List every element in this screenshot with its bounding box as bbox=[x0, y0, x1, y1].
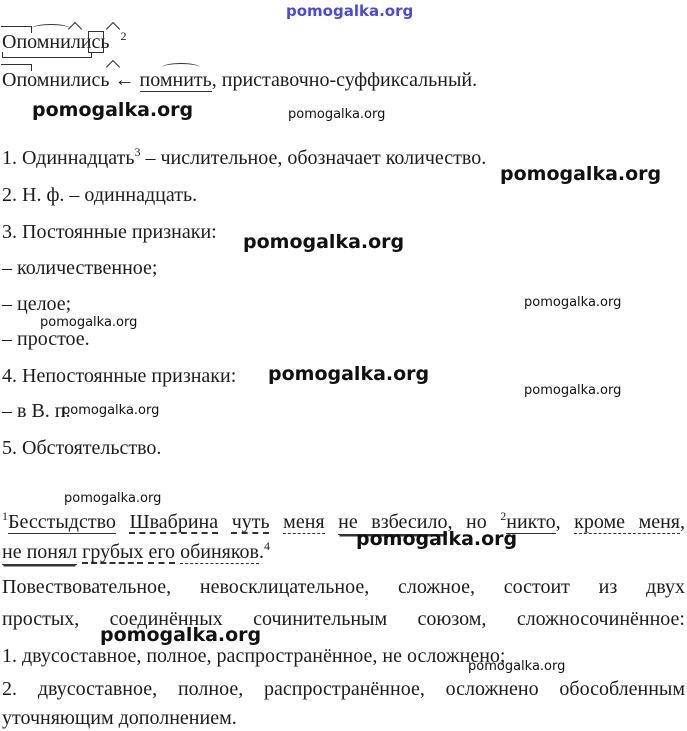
ending-box bbox=[88, 31, 104, 53]
watermark-11: pomogalka.org bbox=[356, 528, 518, 550]
numeral-item-4: 4. Непостоянные признаки: bbox=[2, 365, 237, 387]
sentence-end: . bbox=[259, 541, 264, 563]
numeral-item-3a: – количественное; bbox=[2, 257, 158, 279]
attribute-3: его bbox=[148, 541, 176, 563]
numeral-item-3c: – простое. bbox=[2, 328, 90, 350]
suffix-mark bbox=[68, 20, 82, 30]
attribute-2: грубых bbox=[82, 541, 144, 563]
comma-1: , bbox=[555, 511, 561, 533]
morphemic-note: 2 bbox=[120, 29, 127, 43]
numeral-item-4a: – в В. п. bbox=[2, 400, 71, 422]
derivation-arrow: ← bbox=[114, 69, 135, 91]
watermark-3: pomogalka.org bbox=[500, 163, 662, 185]
watermark-4: pomogalka.org bbox=[243, 231, 405, 253]
watermark-6: pomogalka.org bbox=[40, 315, 138, 330]
watermark-1: pomogalka.org bbox=[32, 99, 194, 121]
watermark-top: pomogalka.org bbox=[286, 2, 414, 20]
numeral-item-1 bbox=[2, 146, 486, 170]
sentence-line-2 bbox=[2, 540, 270, 564]
watermark-12: pomogalka.org bbox=[100, 624, 262, 646]
watermark-2: pomogalka.org bbox=[288, 107, 386, 122]
watermark-10: pomogalka.org bbox=[64, 491, 162, 506]
object-2: обиняков bbox=[180, 541, 259, 563]
morphemic-word bbox=[2, 30, 110, 54]
numeral-sup: 3 bbox=[134, 145, 141, 159]
postfix-mark bbox=[106, 20, 120, 30]
morphemic-line bbox=[2, 30, 127, 54]
analysis-line-5: уточняющим дополнением. bbox=[2, 707, 237, 729]
derived-word-text: Опомнились bbox=[2, 69, 110, 91]
attribute-1: Швабрина bbox=[129, 511, 219, 533]
comma-2: , bbox=[680, 511, 686, 533]
base-bracket bbox=[2, 52, 92, 58]
watermark-7: pomogalka.org bbox=[268, 363, 430, 385]
numeral-item-5: 5. Обстоятельство. bbox=[2, 437, 162, 459]
predicate-1: не взбесило bbox=[338, 511, 448, 533]
clause-1-number: 1 bbox=[2, 509, 8, 523]
analysis-line-1: Повествовательное, невосклицательное, сложное, состоит из двух bbox=[2, 576, 685, 598]
conjunction: , но bbox=[447, 511, 487, 533]
watermark-5: pomogalka.org bbox=[524, 295, 622, 310]
numeral-word: 1. Одиннадцать bbox=[2, 147, 135, 169]
derivation-base-text: помнить bbox=[139, 69, 212, 91]
numeral-item-3: 3. Постоянные признаки: bbox=[2, 221, 217, 243]
numeral-item-2: 2. Н. ф. – одиннадцать. bbox=[2, 184, 198, 206]
derivation-line bbox=[2, 68, 477, 92]
adverbial-1: чуть bbox=[231, 511, 270, 533]
watermark-9: pomogalka.org bbox=[62, 403, 160, 418]
watermark-13: pomogalka.org bbox=[468, 659, 566, 674]
clause-2-number: 2 bbox=[500, 509, 507, 523]
numeral-desc: – числительное, обозначает количество. bbox=[140, 147, 487, 169]
analysis-line-3: 1. двусоставное, полное, распространённое, не осложнено; bbox=[2, 645, 506, 667]
derivation-type: , приставочно-суффиксальный. bbox=[211, 69, 478, 91]
analysis-line-2: простых, соединённых сочинительным союзом, сложносочинённое: bbox=[2, 608, 685, 630]
object-addition: кроме меня bbox=[574, 511, 681, 533]
derived-prefix-mark bbox=[1, 64, 32, 71]
subject-2: никто bbox=[506, 511, 556, 533]
morphemic-word-text: Опомнились bbox=[2, 31, 110, 53]
derived-word bbox=[2, 68, 110, 92]
analysis-line-4: 2. двусоставное, полное, распространённое, осложнено обособленным bbox=[2, 678, 685, 700]
object-1: меня bbox=[283, 511, 325, 533]
subject-1: Бесстыдство bbox=[8, 511, 116, 533]
derivation-base bbox=[140, 69, 212, 92]
watermark-8: pomogalka.org bbox=[524, 383, 622, 398]
sentence-note: 4 bbox=[264, 539, 270, 553]
derived-postfix-mark bbox=[106, 58, 120, 68]
prefix-mark bbox=[1, 26, 32, 33]
sentence-line-1 bbox=[2, 510, 685, 534]
predicate-2: не понял bbox=[2, 541, 78, 563]
numeral-item-3b: – целое; bbox=[2, 293, 72, 315]
root-arc bbox=[32, 24, 70, 33]
base-root-arc bbox=[162, 63, 200, 72]
